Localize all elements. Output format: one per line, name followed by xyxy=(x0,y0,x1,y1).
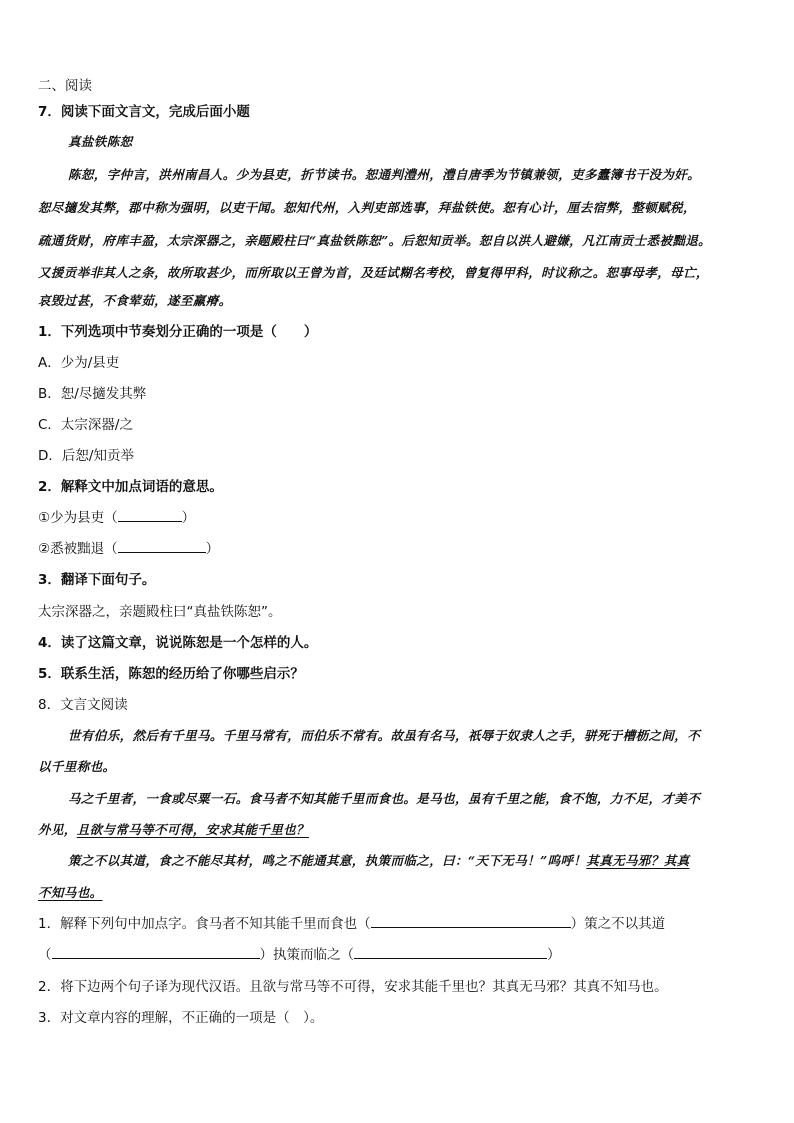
underlined-sentence: 其真无马邪？其真 xyxy=(586,853,690,868)
underlined-sentence: 不知马也。 xyxy=(38,885,103,900)
q8-passage-line: 外见，且欲与常马等不可得，安求其能千里也？ xyxy=(38,822,309,837)
q8-sub3: 3．对文章内容的理解，不正确的一项是（ ）。 xyxy=(38,1010,324,1026)
q7-passage-line: 疏通货财，府库丰盈，太宗深器之，亲题殿柱曰“真盐铁陈恕”。后恕知贡举。恕自以洪人避嫌，凡江南贡士悉被黜退。 xyxy=(38,233,712,248)
q7-option-a: A．少为/县吏 xyxy=(38,355,120,371)
q8-passage-line: 世有伯乐，然后有千里马。千里马常有，而伯乐不常有。故虽有名马，祇辱于奴隶人之手，骈死于槽枥之间，不 xyxy=(68,728,701,743)
section-title: 二、阅读 xyxy=(38,78,92,94)
q8-sub1-line2: （ ）执策而临之（ ） xyxy=(38,947,561,963)
q8-sub2: 2．将下边两个句子译为现代汉语。且欲与常马等不可得，安求其能千里也？其真无马邪？其真不知马也。 xyxy=(38,979,668,995)
q7-sub3-stem: 3．翻译下面句子。 xyxy=(38,572,156,588)
answer-blank[interactable] xyxy=(118,540,206,553)
answer-blank[interactable] xyxy=(354,946,547,959)
q8-heading: 8．文言文阅读 xyxy=(38,697,128,713)
q7-heading: 7．阅读下面文言文，完成后面小题 xyxy=(38,104,250,120)
q8-passage-line: 以千里称也。 xyxy=(38,759,116,774)
q8-passage-line: 马之千里者，一食或尽粟一石。食马者不知其能千里而食也。是马也，虽有千里之能，食不饱，力不足，才美不 xyxy=(68,791,701,806)
q7-sub2-item1: ①少为县吏（ ） xyxy=(38,510,196,526)
underlined-sentence: 且欲与常马等不可得，安求其能千里也？ xyxy=(76,822,309,837)
q7-sub2-item2: ②悉被黜退（ ） xyxy=(38,541,220,557)
answer-blank[interactable] xyxy=(118,509,182,522)
answer-blank[interactable] xyxy=(371,915,571,928)
q7-passage-line: 又援贡举非其人之条，故所取甚少，而所取以王曾为首，及廷试糊名考校，曾复得甲科，时议称之。恕事母孝，母亡， xyxy=(38,265,709,280)
q7-passage-line: 恕尽擿发其弊，郡中称为强明，以吏干闻。恕知代州，入判吏部选事，拜盐铁使。恕有心计，厘去宿弊，整顿赋税， xyxy=(38,200,696,215)
q7-option-b: B．恕/尽擿发其弊 xyxy=(38,386,147,402)
q8-passage-line: 策之不以其道，食之不能尽其材，鸣之不能通其意，执策而临之，曰：“天下无马！”呜呼！其真无马邪？其真 xyxy=(68,853,690,868)
q7-option-d: D．后恕/知贡举 xyxy=(38,448,134,464)
q8-sub1-line1: 1．解释下列句中加点字。食马者不知其能千里而食也（ ）策之不以其道 xyxy=(38,916,666,932)
q7-sub1-stem: 1．下列选项中节奏划分正确的一项是（ ） xyxy=(38,324,318,340)
q7-option-c: C．太宗深器/之 xyxy=(38,417,133,433)
q7-sub5: 5．联系生活，陈恕的经历给了你哪些启示？ xyxy=(38,666,304,682)
q7-passage-title: 真盐铁陈恕 xyxy=(68,134,133,149)
q7-passage-line: 陈恕，字仲言，洪州南昌人。少为县吏，折节读书。恕通判澧州，澧自唐季为节镇兼领，吏多蠹簿书干没为奸。 xyxy=(68,167,701,182)
q8-passage-line xyxy=(38,884,103,902)
q7-sub4: 4．读了这篇文章，说说陈恕是一个怎样的人。 xyxy=(38,635,318,651)
q7-sub3-sentence: 太宗深器之，亲题殿柱曰“真盐铁陈恕”。 xyxy=(38,604,282,620)
answer-blank[interactable] xyxy=(52,946,260,959)
q7-passage-line: 哀毁过甚，不食荤茹，遂至羸瘠。 xyxy=(38,293,232,308)
q7-sub2-stem: 2．解释文中加点词语的意思。 xyxy=(38,479,223,495)
